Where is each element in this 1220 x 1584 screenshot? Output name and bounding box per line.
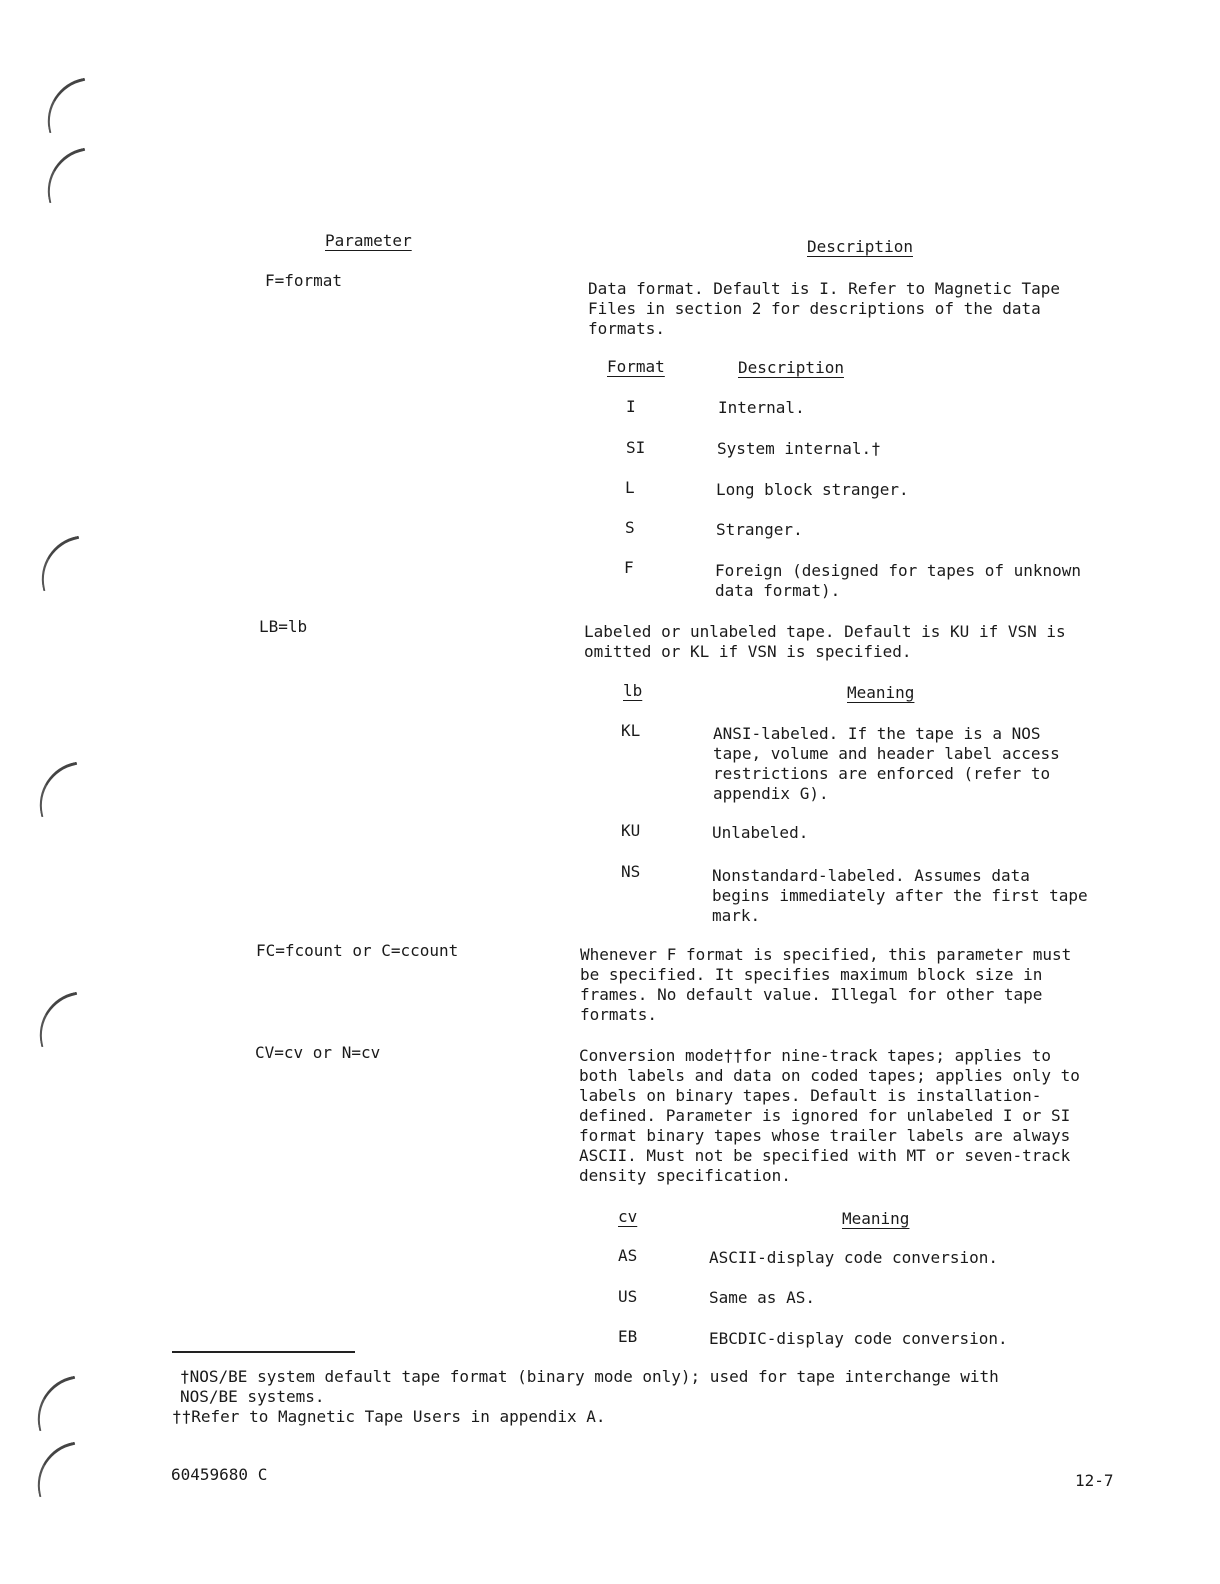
subtable-desc: Nonstandard-labeled. Assumes data begins immediately after the first tape mark.	[712, 866, 1088, 925]
subtable-desc: Same as AS.	[709, 1288, 815, 1307]
subtable-header-desc: Meaning	[842, 1209, 910, 1228]
subtable-code: F	[624, 558, 634, 577]
subtable-header-code: Format	[607, 357, 665, 376]
subtable-desc: Internal.	[718, 398, 805, 417]
subtable-header-code: cv	[618, 1207, 638, 1226]
punch-hole	[32, 992, 87, 1048]
subtable-code: L	[625, 478, 635, 497]
param-name-label: LB=lb	[259, 617, 308, 636]
subtable-desc: ANSI-labeled. If the tape is a NOS tape, volume and header label access restrictions are enforced (refer to appendix G).	[713, 724, 1060, 803]
punch-hole	[30, 1442, 85, 1498]
param-desc-format: Data format. Default is I. Refer to Magnetic Tape Files in section 2 for descriptions of the data formats.	[588, 279, 1061, 338]
subtable-desc: System internal.†	[717, 439, 881, 458]
param-desc-conversion: Conversion mode††for nine-track tapes; applies to both labels and data on coded tapes; applies only to labels on binary tapes. Default is installation- defined. Parameter is ignored for unlabeled I or SI format binary tapes whose trailer labels are always ASCII. Must not be specified with MT or seven-track density specification.	[579, 1046, 1080, 1185]
subtable-desc: EBCDIC-display code conversion.	[709, 1329, 1008, 1348]
subtable-desc: Stranger.	[716, 520, 803, 539]
subtable-desc: Long block stranger.	[716, 480, 909, 499]
param-name-count: FC=fcount or C=ccount	[256, 941, 459, 960]
param-name-format: F=format	[265, 271, 343, 290]
param-desc-count: Whenever F format is specified, this parameter must be specified. It specifies maximum block size in frames. No default value. Illegal for other tape formats.	[580, 945, 1072, 1024]
subtable-code: US	[618, 1287, 638, 1306]
punch-hole	[34, 536, 89, 592]
subtable-code: NS	[621, 862, 641, 881]
punch-hole	[30, 1376, 85, 1432]
subtable-code: EB	[618, 1327, 638, 1346]
subtable-code: SI	[626, 438, 646, 457]
subtable-code: I	[626, 397, 636, 416]
param-name-conversion: CV=cv or N=cv	[255, 1043, 381, 1062]
footnote: †NOS/BE system default tape format (binary mode only); used for tape interchange with NOS/BE systems.	[180, 1367, 999, 1406]
description-header: Description	[807, 237, 913, 256]
subtable-code: S	[625, 518, 635, 537]
page-number: 12-7	[1075, 1471, 1114, 1490]
subtable-code: KL	[621, 721, 641, 740]
subtable-header-desc: Meaning	[847, 683, 915, 702]
footnote-rule	[172, 1351, 355, 1353]
subtable-header-desc: Description	[738, 358, 844, 377]
subtable-desc: Unlabeled.	[712, 823, 809, 842]
punch-hole	[32, 762, 87, 818]
subtable-code: KU	[621, 821, 641, 840]
document-number: 60459680 C	[171, 1465, 268, 1484]
subtable-desc: Foreign (designed for tapes of unknown data format).	[715, 561, 1082, 600]
subtable-code: AS	[618, 1246, 638, 1265]
param-desc-label: Labeled or unlabeled tape. Default is KU if VSN is omitted or KL if VSN is specified.	[584, 622, 1066, 661]
subtable-header-code: lb	[623, 681, 643, 700]
footnote: ††Refer to Magnetic Tape Users in appendix A.	[172, 1407, 606, 1426]
subtable-desc: ASCII-display code conversion.	[709, 1248, 998, 1267]
punch-hole	[40, 148, 95, 204]
punch-hole	[40, 78, 95, 134]
parameter-header: Parameter	[325, 231, 412, 250]
